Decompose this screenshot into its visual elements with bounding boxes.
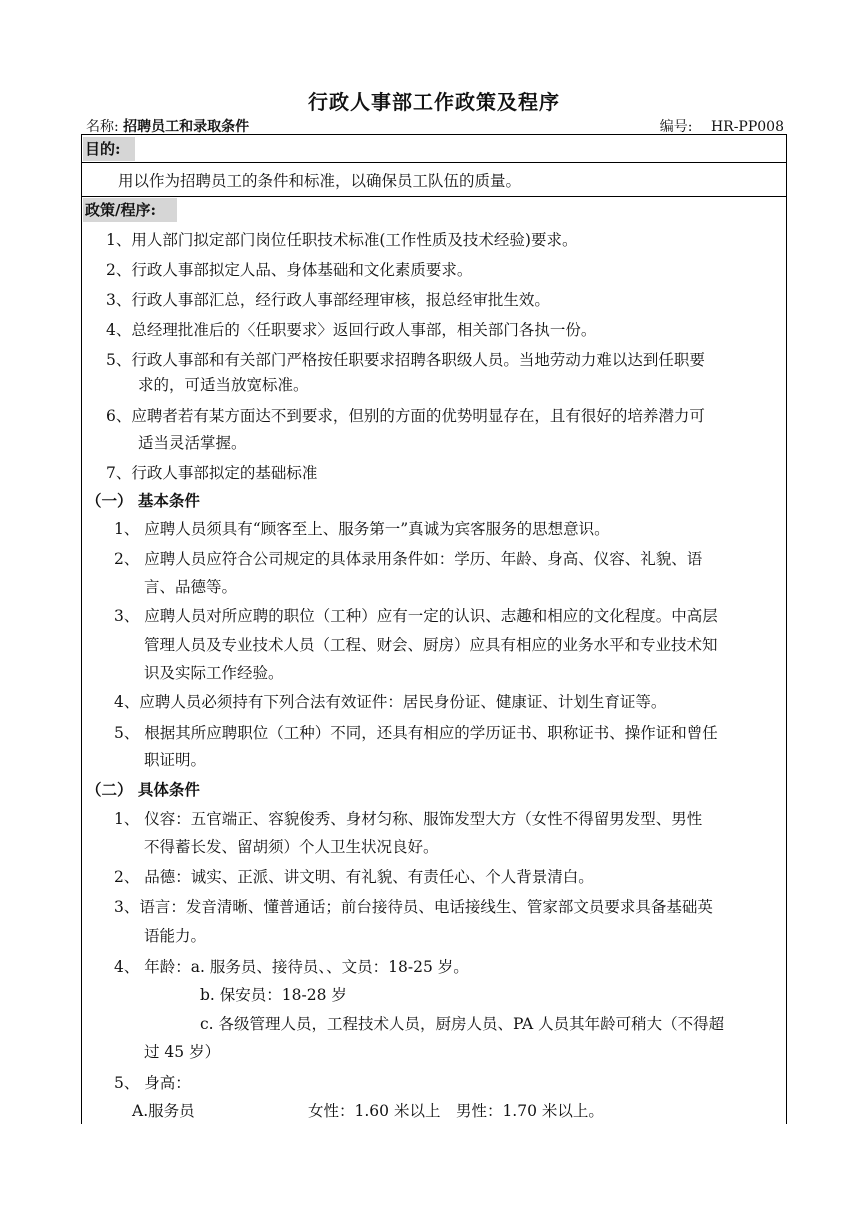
list-item: 3、行政人事部汇总，经行政人事部经理审核，报总经审批生效。 (106, 291, 550, 309)
list-item: A.服务员 (132, 1102, 195, 1120)
name-label: 名称: (86, 119, 119, 135)
list-item: 适当灵活掌握。 (138, 434, 247, 452)
list-item: 3、语言：发音清晰、懂普通话；前台接待员、电话接线生、管家部文员要求具备基础英 (114, 898, 713, 916)
document-title: 行政人事部工作政策及程序 (308, 90, 560, 114)
list-item: 5、 根据其所应聘职位（工种）不同，还具有相应的学历证书、职称证书、操作证和曾任 (114, 724, 718, 742)
list-item: 求的，可适当放宽标准。 (138, 376, 309, 394)
list-item: 5、行政人事部和有关部门严格按任职要求招聘各职级人员。当地劳动力难以达到任职要 (106, 351, 705, 369)
list-item: 2、行政人事部拟定人品、身体基础和文化素质要求。 (106, 261, 473, 279)
list-item: 2、 应聘人员应符合公司规定的具体录用条件如：学历、年龄、身高、仪容、礼貌、语 (114, 550, 703, 568)
list-item: 1、 仪容：五官端正、容貌俊秀、身材匀称、服饰发型大方（女性不得留男发型、男性 (114, 810, 703, 828)
document-meta (86, 116, 784, 136)
list-item: 管理人员及专业技术人员（工程、财会、厨房）应具有相应的业务水平和专业技术知 (144, 636, 718, 654)
code-label: 编号: (659, 119, 693, 135)
list-item: 4、 年龄：a. 服务员、接待员、、文员：18-25 岁。 (114, 958, 469, 976)
list-item: b. 保安员：18-28 岁 (200, 986, 347, 1004)
list-item: 不得蓄长发、留胡须）个人卫生状况良好。 (144, 838, 439, 856)
list-item: 4、应聘人员必须持有下列合法有效证件：居民身份证、健康证、计划生育证等。 (114, 693, 667, 711)
list-item: 言、品德等。 (144, 578, 238, 596)
list-item: 语能力。 (144, 927, 207, 945)
section-heading: （一） 基本条件 (86, 491, 200, 510)
list-item: 1、 应聘人员须具有“顾客至上、服务第一”真诚为宾客服务的思想意识。 (114, 520, 610, 538)
list-item: 女性：1.60 米以上 男性：1.70 米以上。 (308, 1102, 604, 1120)
list-item: 7、行政人事部拟定的基础标准 (106, 464, 318, 482)
code-value: HR-PP008 (710, 119, 784, 135)
list-item: c. 各级管理人员，工程技术人员，厨房人员、PA 人员其年龄可稍大（不得超 (200, 1015, 725, 1033)
name-value: 招聘员工和录取条件 (123, 119, 250, 135)
document-code (660, 116, 784, 136)
list-item: 6、应聘者若有某方面达不到要求，但别的方面的优势明显存在，且有很好的培养潜力可 (106, 407, 705, 425)
policy-header: 政策/程序: (83, 198, 177, 222)
list-item: 5、 身高： (114, 1074, 191, 1092)
list-item: 4、总经理批准后的〈任职要求〉返回行政人事部，相关部门各执一份。 (106, 321, 597, 339)
list-item: 1、用人部门拟定部门岗位任职技术标准(工作性质及技术经验)要求。 (106, 231, 578, 249)
section-heading: （二） 具体条件 (86, 780, 200, 799)
document-name (86, 116, 249, 136)
divider (81, 162, 787, 163)
divider (81, 196, 787, 197)
list-item: 过 45 岁） (144, 1043, 221, 1061)
purpose-header: 目的: (83, 137, 135, 161)
list-item: 3、 应聘人员对所应聘的职位（工种）应有一定的认识、志趣和相应的文化程度。中高层 (114, 607, 718, 625)
purpose-text: 用以作为招聘员工的条件和标准，以确保员工队伍的质量。 (118, 172, 522, 190)
list-item: 2、 品德：诚实、正派、讲文明、有礼貌、有责任心、个人背景清白。 (114, 868, 594, 886)
list-item: 职证明。 (144, 751, 207, 769)
list-item: 识及实际工作经验。 (144, 664, 284, 682)
